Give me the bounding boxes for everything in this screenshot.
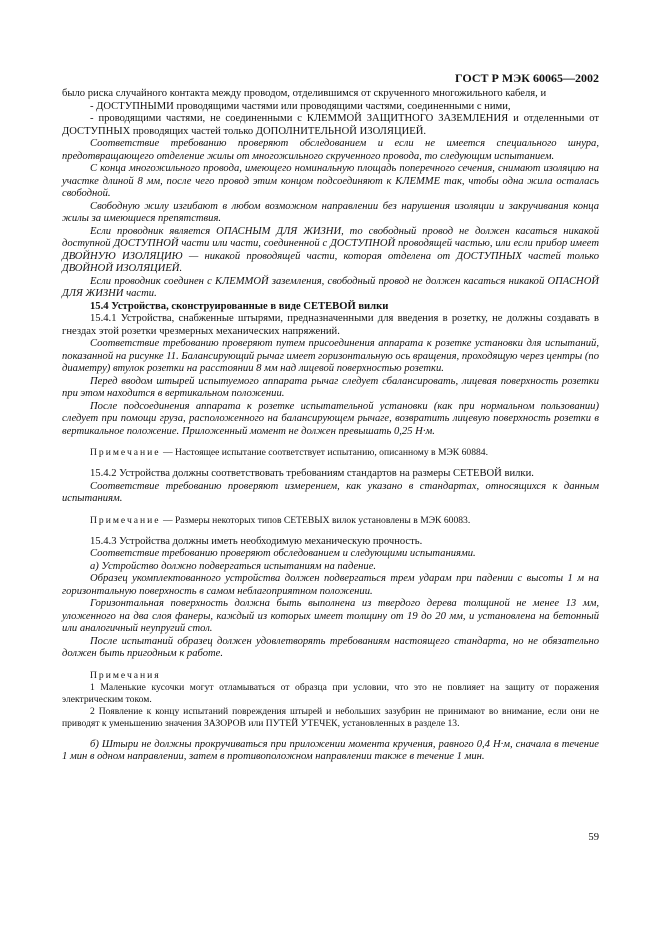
paragraph: а) Устройство должно подвергаться испытаниям на падение. (90, 560, 377, 572)
paragraph: После испытаний образец должен удовлетворять требованиям настоящего стандарта, но не обязательно должен быть пригодным к работе. (62, 635, 599, 659)
paragraph: Соответствие требованию проверяют обследованием и следующими испытаниями. (90, 548, 476, 559)
note (62, 447, 599, 459)
paragraph: 15.4.3 Устройства должны иметь необходимую механическую прочность. (90, 535, 423, 547)
page-body (62, 88, 599, 764)
paragraph: было риска случайного контакта между проводом, отделившимся от скрученного многожильного кабеля, и (62, 88, 547, 99)
paragraph: Если проводник соединен с КЛЕММОЙ заземления, свободный провод не должен касаться никакой ОПАСНОЙ ДЛЯ ЖИЗНИ части. (62, 275, 599, 299)
paragraph: Соответствие требованию проверяют измерением, как указано в стандартах, относящихся к данным испытаниям. (62, 480, 599, 504)
note-text: — Размеры некоторых типов СЕТЕВЫХ вилок установлены в МЭК 60083. (162, 514, 471, 526)
paragraph: 15.4.2 Устройства должны соответствовать требованиям стандартов на размеры СЕТЕВОЙ вилки. (90, 468, 534, 479)
paragraph: После подсоединения аппарата к розетке испытательной установки (как при нормальном пользовании) следует при помощи груза, расположенного на балансирующем рычаге, возвратить лицевую поверхность розетки в вертикальное положение. Приложенный момент не должен превышать 0,25 Н·м. (62, 400, 599, 437)
paragraph: Соответствие требованию проверяют обследованием и если не имеется специального шнура, предотвращающего отделение жилы от многожильного скрученного провода, то следующим испытанием. (62, 138, 599, 162)
page-number: 59 (588, 832, 599, 843)
paragraph: Образец укомплектованного устройства должен подвергаться трем ударам при падении с высоты 1 м на горизонтальную поверхность в самом неблагоприятном положении. (62, 573, 599, 597)
paragraph: Горизонтальная поверхность должна быть выполнена из твердого дерева толщиной не менее 13 мм, уложенного на два слоя фанеры, каждый из которых имеет толщину от 19 до 20 мм, и установлена на бетонный или аналогичный неупругий стол. (62, 598, 599, 634)
note-label: Примечание (90, 514, 161, 526)
paragraph: - проводящими частями, не соединенными с КЛЕММОЙ ЗАЩИТНОГО ЗАЗЕМЛЕНИЯ и отделенными от ДОСТУПНЫХ проводящих частей только ДОПОЛНИТЕЛЬНОЙ ИЗОЛЯЦИЕЙ. (62, 113, 599, 137)
note-item: 2 Появление к концу испытаний повреждения штырей и небольших зазубрин не принимают во внимание, если они не приводят к уменьшению значения ЗАЗОРОВ или ПУТЕЙ УТЕЧЕК, установленных в разделе 13. (62, 705, 599, 729)
paragraph: - ДОСТУПНЫМИ проводящими частями или проводящими частями, соединенными с ними, (90, 100, 511, 112)
standard-header: ГОСТ Р МЭК 60065—2002 (455, 71, 599, 85)
paragraph: Свободную жилу изгибают в любом возможном направлении без нарушения изоляции и закручивания конца жилы за имеющиеся препятствия. (62, 200, 599, 224)
note-item: 1 Маленькие кусочки могут отламываться от образца при условии, что это не повлияет на защиту от поражения электрическим током. (62, 681, 599, 705)
notes-heading: Примечания (90, 669, 161, 681)
note-text: — Настоящее испытание соответствует испытанию, описанному в МЭК 60884. (162, 447, 488, 458)
paragraph: Если проводник является ОПАСНЫМ ДЛЯ ЖИЗНИ, то свободный провод не должен касаться никакой доступной ДОСТУПНОЙ части или части, соединенной с ДОСТУПНОЙ проводящей частью, или если прибор имеет ДВОЙНУЮ ИЗОЛЯЦИЮ — никакой проводящей части, которая отделена от ДОСТУПНЫХ частей только ДВОЙНОЙ ИЗОЛЯЦИЕЙ. (62, 225, 599, 274)
paragraph: С конца многожильного провода, имеющего номинальную площадь поперечного сечения, снимают изоляцию на участке длиной 8 мм, после чего провод этим концом подсоединяют к КЛЕММЕ так, чтобы одна жила осталась свободной. (62, 163, 599, 199)
paragraph: б) Штыри не должны прокручиваться при приложении момента кручения, равного 0,4 Н·м, сначала в течение 1 мин в одном направлении, затем в противоположном направлении также в течение 1 мин. (62, 738, 599, 762)
note (62, 515, 599, 527)
paragraph: 15.4.1 Устройства, снабженные штырями, предназначенными для введения в розетку, не должны создавать в гнездах этой розетки чрезмерных механических напряжений. (62, 313, 599, 337)
paragraph: Соответствие требованию проверяют путем присоединения аппарата к розетке установки для испытаний, показанной на рисунке 11. Балансирующий рычаг имеет горизонтальную ось вращения, проходящую через центры (по диаметру) втулок розетки на расстоянии 8 мм над лицевой поверхностью розетки. (62, 338, 599, 374)
paragraph: Перед вводом штырей испытуемого аппарата рычаг следует сбалансировать, лицевая поверхность розетки при этом находится в вертикальном положении. (62, 375, 599, 399)
note-label: Примечание (90, 447, 161, 458)
section-heading: 15.4 Устройства, сконструированные в виде СЕТЕВОЙ вилки (90, 300, 389, 312)
